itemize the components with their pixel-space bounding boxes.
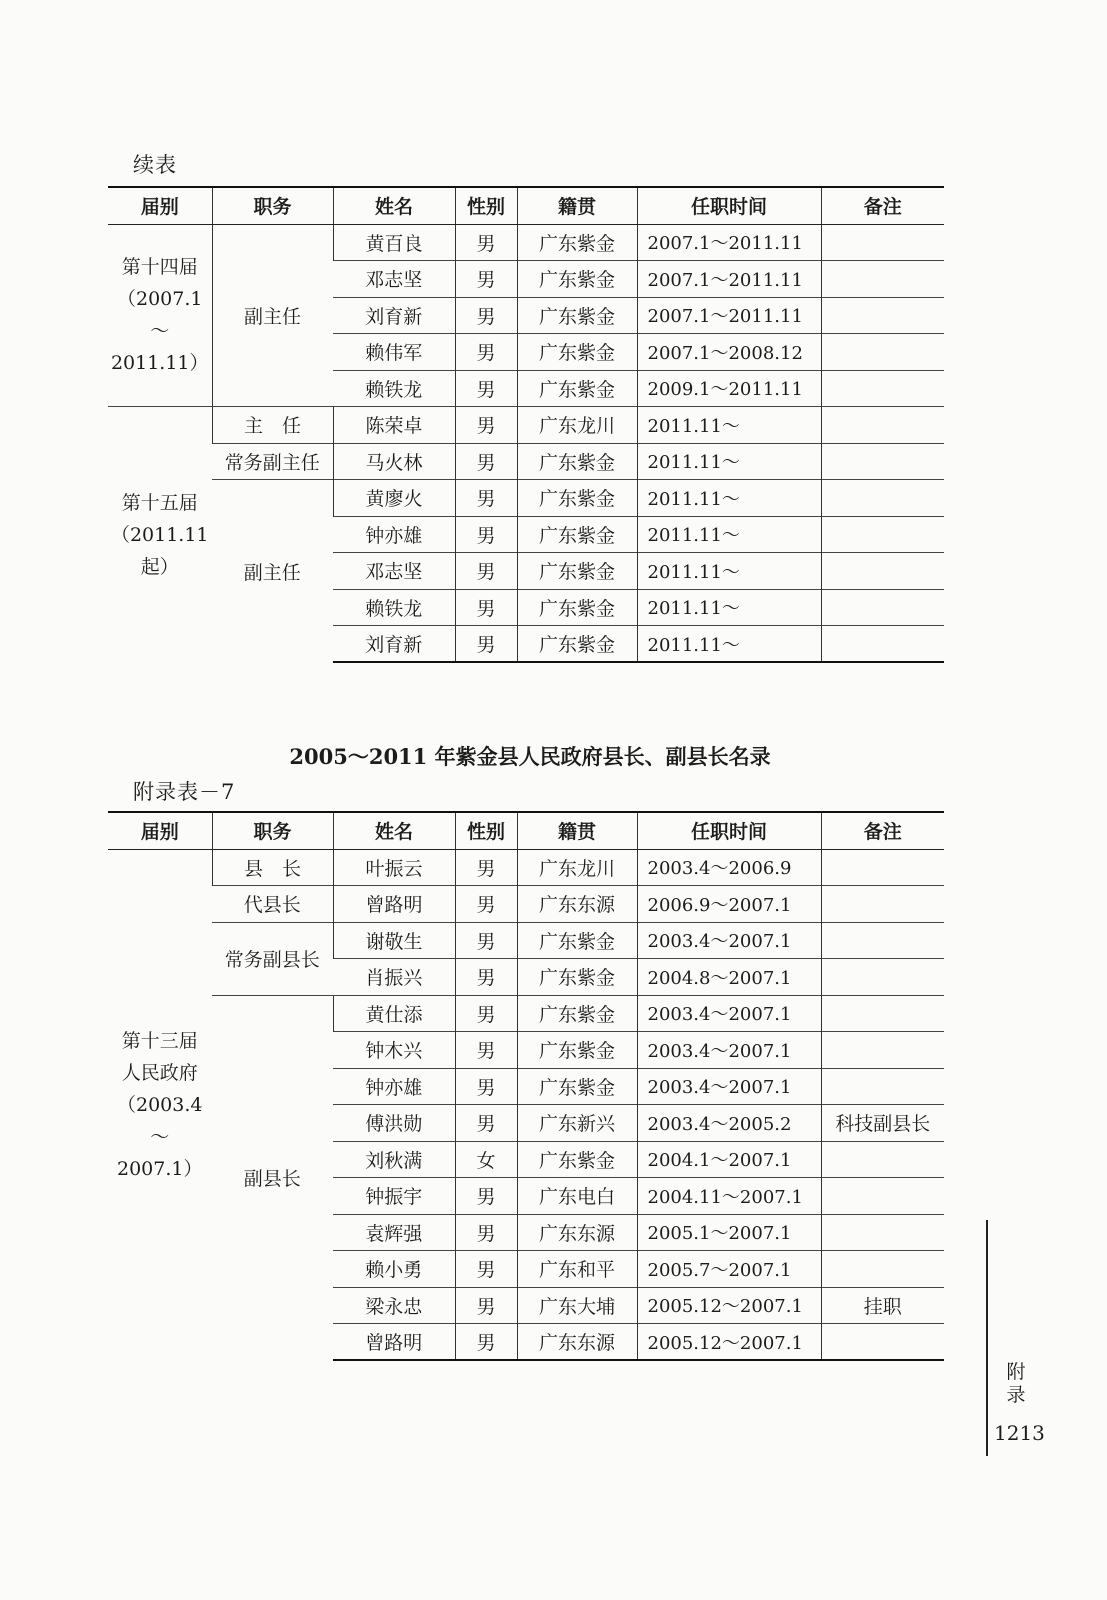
- note-cell: [821, 1141, 944, 1178]
- council-members-table: [108, 186, 944, 663]
- gender-cell: 男: [455, 297, 517, 334]
- origin-cell: 广东紫金: [517, 1068, 637, 1105]
- column-header: 姓名: [333, 812, 455, 849]
- name-cell: 黄百良: [333, 224, 455, 261]
- note-cell: [821, 1068, 944, 1105]
- gender-cell: 男: [455, 995, 517, 1032]
- note-cell: 挂职: [821, 1287, 944, 1324]
- period-cell: 2004.8～2007.1: [637, 959, 821, 996]
- table2-title: 2005～2011 年紫金县人民政府县长、副县长名录: [289, 744, 771, 769]
- period-cell: 2003.4～2007.1: [637, 922, 821, 959]
- gender-cell: 男: [455, 1032, 517, 1069]
- name-cell: 邓志坚: [333, 261, 455, 298]
- name-cell: 马火林: [333, 443, 455, 480]
- gender-cell: 男: [455, 589, 517, 626]
- period-cell: 2011.11～: [637, 516, 821, 553]
- gender-cell: 男: [455, 370, 517, 407]
- name-cell: 曾路明: [333, 1324, 455, 1361]
- note-cell: [821, 1214, 944, 1251]
- name-cell: 邓志坚: [333, 553, 455, 590]
- gender-cell: 男: [455, 261, 517, 298]
- table-row: [108, 443, 944, 480]
- note-cell: [821, 626, 944, 663]
- note-cell: [821, 480, 944, 517]
- column-header: 性别: [455, 187, 517, 224]
- period-cell: 2005.7～2007.1: [637, 1251, 821, 1288]
- note-cell: [821, 334, 944, 371]
- origin-cell: 广东紫金: [517, 297, 637, 334]
- table-row: [108, 995, 944, 1032]
- name-cell: 谢敬生: [333, 922, 455, 959]
- note-cell: [821, 516, 944, 553]
- origin-cell: 广东紫金: [517, 261, 637, 298]
- period-cell: 2005.12～2007.1: [637, 1324, 821, 1361]
- column-header: 职务: [212, 187, 333, 224]
- name-cell: 钟亦雄: [333, 516, 455, 553]
- column-header: 籍贯: [517, 812, 637, 849]
- gender-cell: 男: [455, 516, 517, 553]
- name-cell: 刘育新: [333, 626, 455, 663]
- period-cell: 2004.1～2007.1: [637, 1141, 821, 1178]
- note-cell: [821, 553, 944, 590]
- column-header: 姓名: [333, 187, 455, 224]
- table-row: [108, 224, 944, 261]
- name-cell: 刘秋满: [333, 1141, 455, 1178]
- note-cell: [821, 959, 944, 996]
- period-cell: 2003.4～2005.2: [637, 1105, 821, 1142]
- period-cell: 2011.11～: [637, 443, 821, 480]
- period-cell: 2003.4～2007.1: [637, 1068, 821, 1105]
- note-cell: [821, 995, 944, 1032]
- name-cell: 梁永忠: [333, 1287, 455, 1324]
- name-cell: 黄仕添: [333, 995, 455, 1032]
- table2-label: 附录表－7: [133, 780, 236, 804]
- period-cell: 2003.4～2007.1: [637, 1032, 821, 1069]
- post-cell: 常务副主任: [212, 443, 333, 480]
- period-cell: 2003.4～2006.9: [637, 849, 821, 886]
- origin-cell: 广东大埔: [517, 1287, 637, 1324]
- period-cell: 2011.11～: [637, 553, 821, 590]
- column-header: 任职时间: [637, 187, 821, 224]
- origin-cell: 广东紫金: [517, 1141, 637, 1178]
- origin-cell: 广东东源: [517, 1324, 637, 1361]
- appendix-side-label: 附录: [1006, 1361, 1026, 1406]
- origin-cell: 广东紫金: [517, 370, 637, 407]
- post-cell: 县 长: [212, 849, 333, 886]
- column-header: 职务: [212, 812, 333, 849]
- origin-cell: 广东电白: [517, 1178, 637, 1215]
- note-cell: [821, 589, 944, 626]
- origin-cell: 广东紫金: [517, 334, 637, 371]
- period-cell: 2007.1～2008.12: [637, 334, 821, 371]
- note-cell: [821, 1032, 944, 1069]
- gender-cell: 男: [455, 224, 517, 261]
- name-cell: 赖铁龙: [333, 370, 455, 407]
- term-cell: 第十四届 （2007.1～ 2011.11）: [108, 224, 212, 407]
- column-header: 届别: [108, 812, 212, 849]
- name-cell: 陈荣卓: [333, 407, 455, 444]
- gender-cell: 男: [455, 1324, 517, 1361]
- column-header: 籍贯: [517, 187, 637, 224]
- note-cell: [821, 849, 944, 886]
- note-cell: [821, 297, 944, 334]
- gender-cell: 男: [455, 1251, 517, 1288]
- post-cell: 副县长: [212, 995, 333, 1360]
- table-row: [108, 886, 944, 923]
- term-cell: 第十五届 （2011.11起）: [108, 407, 212, 663]
- period-cell: 2005.12～2007.1: [637, 1287, 821, 1324]
- period-cell: 2009.1～2011.11: [637, 370, 821, 407]
- post-cell: 副主任: [212, 480, 333, 663]
- period-cell: 2005.1～2007.1: [637, 1214, 821, 1251]
- post-cell: 主 任: [212, 407, 333, 444]
- period-cell: 2011.11～: [637, 407, 821, 444]
- note-cell: [821, 1178, 944, 1215]
- origin-cell: 广东紫金: [517, 516, 637, 553]
- origin-cell: 广东紫金: [517, 922, 637, 959]
- gender-cell: 男: [455, 1178, 517, 1215]
- gender-cell: 男: [455, 1105, 517, 1142]
- name-cell: 赖伟军: [333, 334, 455, 371]
- origin-cell: 广东东源: [517, 886, 637, 923]
- gender-cell: 男: [455, 407, 517, 444]
- origin-cell: 广东紫金: [517, 589, 637, 626]
- period-cell: 2003.4～2007.1: [637, 995, 821, 1032]
- continuation-label: 续表: [133, 153, 177, 177]
- name-cell: 袁辉强: [333, 1214, 455, 1251]
- name-cell: 黄廖火: [333, 480, 455, 517]
- period-cell: 2007.1～2011.11: [637, 261, 821, 298]
- note-cell: 科技副县长: [821, 1105, 944, 1142]
- table-row: [108, 849, 944, 886]
- gender-cell: 男: [455, 626, 517, 663]
- origin-cell: 广东紫金: [517, 626, 637, 663]
- gender-cell: 男: [455, 553, 517, 590]
- name-cell: 叶振云: [333, 849, 455, 886]
- period-cell: 2007.1～2011.11: [637, 297, 821, 334]
- note-cell: [821, 1324, 944, 1361]
- table-row: [108, 407, 944, 444]
- page-number: 1213: [994, 1421, 1045, 1445]
- column-header: 性别: [455, 812, 517, 849]
- origin-cell: 广东紫金: [517, 553, 637, 590]
- column-header: 届别: [108, 187, 212, 224]
- name-cell: 肖振兴: [333, 959, 455, 996]
- gender-cell: 男: [455, 1214, 517, 1251]
- gender-cell: 男: [455, 480, 517, 517]
- county-heads-table: [108, 811, 944, 1361]
- origin-cell: 广东紫金: [517, 959, 637, 996]
- post-cell: 常务副县长: [212, 922, 333, 995]
- origin-cell: 广东紫金: [517, 443, 637, 480]
- gender-cell: 男: [455, 959, 517, 996]
- name-cell: 赖小勇: [333, 1251, 455, 1288]
- note-cell: [821, 886, 944, 923]
- name-cell: 刘育新: [333, 297, 455, 334]
- origin-cell: 广东龙川: [517, 407, 637, 444]
- gender-cell: 男: [455, 443, 517, 480]
- gender-cell: 男: [455, 922, 517, 959]
- note-cell: [821, 370, 944, 407]
- name-cell: 傅洪勋: [333, 1105, 455, 1142]
- post-cell: 副主任: [212, 224, 333, 407]
- note-cell: [821, 224, 944, 261]
- origin-cell: 广东龙川: [517, 849, 637, 886]
- origin-cell: 广东紫金: [517, 1032, 637, 1069]
- name-cell: 钟亦雄: [333, 1068, 455, 1105]
- origin-cell: 广东紫金: [517, 995, 637, 1032]
- name-cell: 赖铁龙: [333, 589, 455, 626]
- gender-cell: 男: [455, 849, 517, 886]
- note-cell: [821, 443, 944, 480]
- origin-cell: 广东东源: [517, 1214, 637, 1251]
- name-cell: 曾路明: [333, 886, 455, 923]
- gender-cell: 男: [455, 334, 517, 371]
- period-cell: 2011.11～: [637, 480, 821, 517]
- period-cell: 2006.9～2007.1: [637, 886, 821, 923]
- origin-cell: 广东紫金: [517, 480, 637, 517]
- note-cell: [821, 1251, 944, 1288]
- note-cell: [821, 922, 944, 959]
- period-cell: 2004.11～2007.1: [637, 1178, 821, 1215]
- column-header: 任职时间: [637, 812, 821, 849]
- gender-cell: 男: [455, 1068, 517, 1105]
- term-cell: 第十三届 人民政府 （2003.4～ 2007.1）: [108, 849, 212, 1360]
- origin-cell: 广东和平: [517, 1251, 637, 1288]
- post-cell: 代县长: [212, 886, 333, 923]
- note-cell: [821, 407, 944, 444]
- column-header: 备注: [821, 187, 944, 224]
- origin-cell: 广东紫金: [517, 224, 637, 261]
- period-cell: 2011.11～: [637, 589, 821, 626]
- name-cell: 钟振宇: [333, 1178, 455, 1215]
- column-header: 备注: [821, 812, 944, 849]
- gender-cell: 男: [455, 1287, 517, 1324]
- gender-cell: 男: [455, 886, 517, 923]
- margin-rule: [986, 1220, 988, 1456]
- note-cell: [821, 261, 944, 298]
- table-row: [108, 922, 944, 959]
- origin-cell: 广东新兴: [517, 1105, 637, 1142]
- gender-cell: 女: [455, 1141, 517, 1178]
- table-row: [108, 480, 944, 517]
- name-cell: 钟木兴: [333, 1032, 455, 1069]
- period-cell: 2007.1～2011.11: [637, 224, 821, 261]
- period-cell: 2011.11～: [637, 626, 821, 663]
